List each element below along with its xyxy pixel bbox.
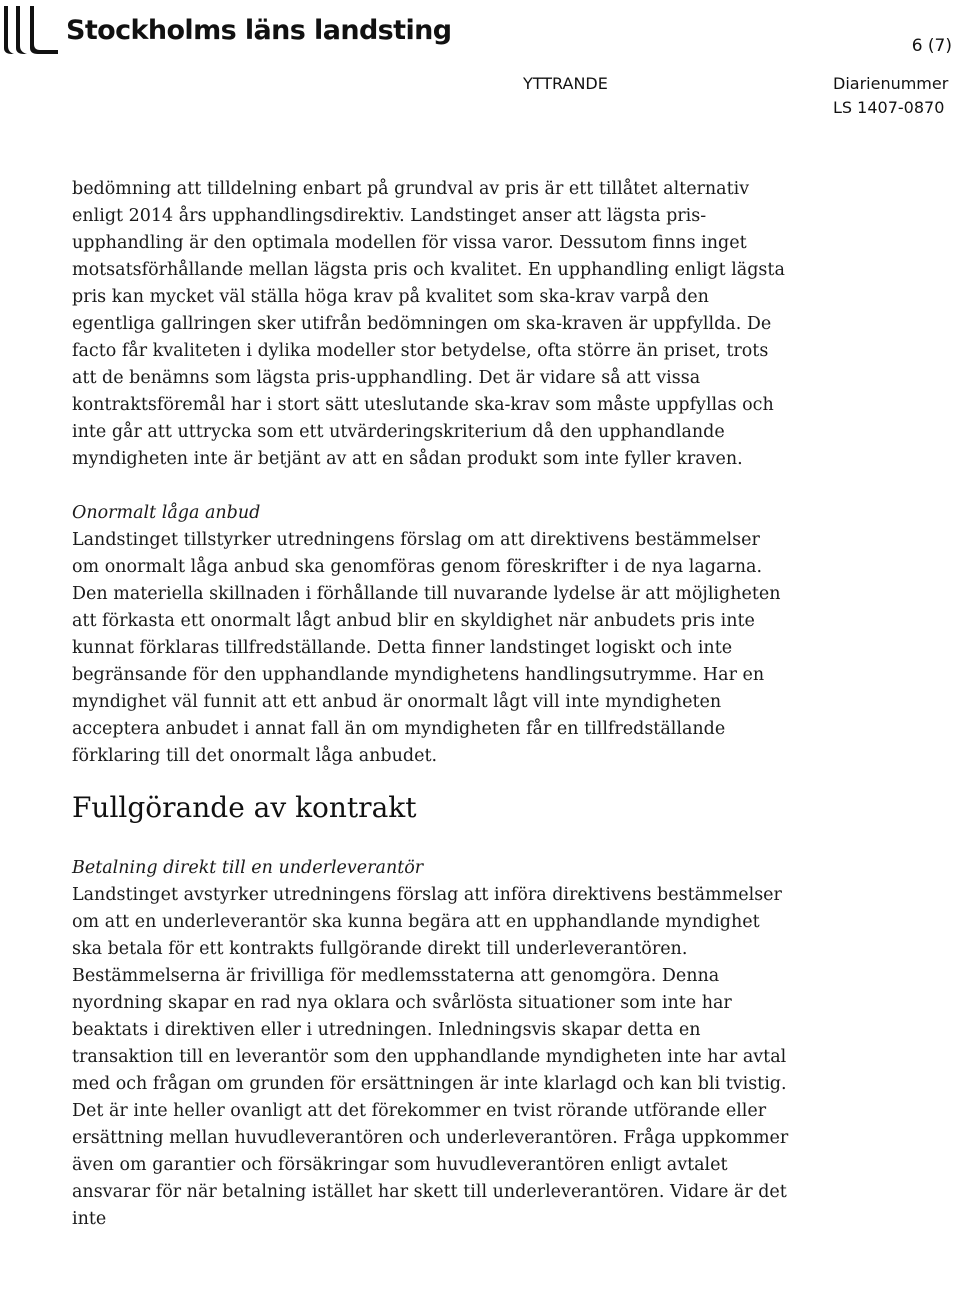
diarienummer-value: LS 1407-0870 — [833, 98, 945, 117]
section-heading: Fullgörande av kontrakt — [72, 791, 417, 824]
document-type: YTTRANDE — [523, 74, 608, 93]
paragraph: bedömning att tilldelning enbart på grundval av pris är ett tillåtet alternativ enligt 2014 års upphandlingsdirektiv. Landstinget anser att lägsta pris-upphandling är den optimala modellen för vissa varor. Dessutom finns inget motsatsförhållande mellan lägsta pris och kvalitet. En upphandling enligt lägsta pris kan mycket väl ställa höga krav på kvalitet som ska-krav varpå den egentliga gallringen sker utifrån bedömningen om ska-kraven är uppfyllda. De facto får kvaliteten i dylika modeller stor betydelse, ofta större än priset, trots att de benämns som lägsta pris-upphandling. Det är vidare så att vissa kontraktsföremål har i stort sätt uteslutande ska-krav som måste uppfyllas och inte går att uttrycka som ett utvärderingskriterium då den upphandlande myndigheten inte är betjänt av att en sådan produkt som inte fyller kraven. — [72, 179, 785, 469]
section-subheading: Onormalt låga anbud — [72, 503, 261, 523]
paragraph: Landstinget tillstyrker utredningens förslag om att direktivens bestämmelser om onormalt låga anbud ska genomföras genom föreskrifter i de nya lagarna. Den materiella skillnaden i förhållande till nuvarande lydelse är att möjligheten att förkasta ett onormalt lågt anbud blir en skyldighet när anbudets pris inte kunnat förklaras tillfredställande. Detta finner landstinget logiskt och inte begränsande för den upphandlande myndighetens handlingsutrymme. Har en myndighet väl funnit att ett anbud är onormalt lågt vill inte myndigheten acceptera anbudet i annat fall än om myndigheten får en tillfredställande förklaring till det onormalt låga anbudet. — [72, 530, 781, 766]
document-body — [72, 176, 792, 1233]
org-logo — [0, 0, 451, 60]
paragraph: Landstinget avstyrker utredningens förslag att införa direktivens bestämmelser om att en underleverantör ska kunna begära att en upphandlande myndighet ska betala för ett kontrakts fullgörande direkt till underleverantören. Bestämmelserna är frivilliga för medlemsstaterna att genomgöra. Denna nyordning skapar en rad nya oklara och svårlösta situationer som inte har beaktats i direktiven eller i utredningen. Inledningsvis skapar detta en transaktion till en leverantör som den upphandlande myndigheten inte har avtal med och frågan om grunden för ersättningen är inte klarlagd och kan bli tvistig. Det är inte heller ovanligt att det förekommer en tvist rörande utförande eller ersättning mellan huvudleverantören och underleverantören. Fråga uppkommer även om garantier och försäkringar som huvudleverantören enligt avtalet ansvarar för när betalning istället har skett till underleverantören. Vidare är det inte — [72, 885, 789, 1229]
section-subheading: Betalning direkt till en underleverantör — [72, 858, 424, 878]
sll-emblem-icon — [0, 4, 60, 56]
page-number: 6 (7) — [911, 36, 952, 56]
org-name: Stockholms läns landsting — [66, 14, 452, 46]
diarienummer-label: Diarienummer — [833, 74, 949, 93]
